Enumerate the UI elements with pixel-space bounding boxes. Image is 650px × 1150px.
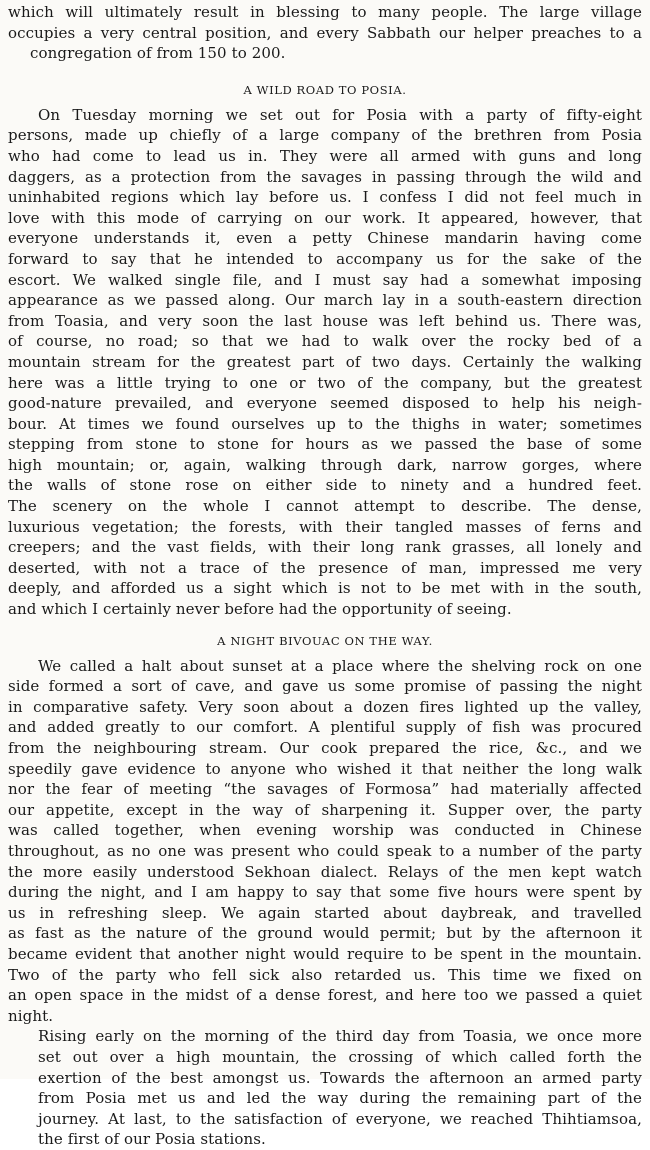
text-line: deeply, and afforded us a sight which is not to be met with in the south, — [8, 579, 642, 598]
text-line: journey. At last, to the satisfaction of everyone, we reached Thihtiamsoa, — [38, 1109, 642, 1128]
text-line: We called a halt about sunset at a place where the shelving rock on one — [38, 656, 642, 675]
text-line: our appetite, except in the way of sharpening it. Supper over, the party — [8, 800, 642, 819]
text-line: mountain stream for the greatest part of two days. Certainly the walking — [8, 352, 642, 371]
text-line: nor the fear of meeting “the savages of Formosa” had materially affected — [8, 780, 642, 799]
text-line: side formed a sort of cave, and gave us some promise of passing the night — [8, 677, 642, 696]
text-line: who had come to lead us in. They were all armed with guns and long — [8, 146, 642, 165]
text-line: speedily gave evidence to anyone who wished it that neither the long walk — [8, 759, 642, 778]
text-line: the first of our Posia stations. — [38, 1130, 266, 1149]
section-heading: A WILD ROAD TO POSIA. — [243, 82, 407, 97]
text-line: deserted, with not a trace of the presence of man, impressed me very — [8, 558, 642, 577]
text-line: The scenery on the whole I cannot attempt to describe. The dense, — [8, 497, 642, 516]
text-line: creepers; and the vast fields, with their long rank grasses, all lonely and — [8, 538, 642, 557]
text-line: Two of the party who fell sick also retarded us. This time we fixed on — [8, 965, 642, 984]
text-line: and which I certainly never before had the opportunity of seeing. — [8, 600, 512, 619]
text-line: luxurious vegetation; the forests, with their tangled masses of ferns and — [8, 517, 642, 536]
text-line: from Toasia, and very soon the last house was left behind us. There was, — [8, 311, 642, 330]
text-line: night. — [8, 1006, 54, 1025]
section-paragraph — [8, 105, 642, 620]
text-line: uninhabited regions which lay before us. I confess I did not feel much in — [8, 188, 642, 207]
text-line: during the night, and I am happy to say that some five hours were spent by — [8, 883, 642, 902]
text-line: of course, no road; so that we had to walk over the rocky bed of a — [8, 332, 642, 351]
text-line: as fast as the nature of the ground would permit; but by the afternoon it — [8, 924, 642, 943]
text-line: occupies a very central position, and every Sabbath our helper preaches to a — [8, 23, 642, 42]
text-line: from Posia met us and led the way during the remaining part of the — [38, 1089, 642, 1108]
text-line: an open space in the midst of a dense forest, and here too we passed a quiet — [8, 986, 642, 1005]
text-line: good-nature prevailed, and everyone seemed disposed to help his neigh- — [8, 394, 642, 413]
text-line: us in refreshing sleep. We again started about daybreak, and travelled — [8, 903, 642, 922]
section-paragraph — [8, 1026, 642, 1150]
text-line: forward to say that he intended to accompany us for the sake of the — [8, 249, 642, 268]
text-line: On Tuesday morning we set out for Posia with a party of fifty-eight — [38, 105, 642, 124]
intro-paragraph — [8, 2, 642, 64]
text-line: set out over a high mountain, the crossing of which called forth the — [38, 1047, 642, 1066]
text-line: congregation of from 150 to 200. — [30, 44, 286, 63]
text-line: bour. At times we found ourselves up to the thighs in water; sometimes — [8, 414, 642, 433]
text-line: love with this mode of carrying on our work. It appeared, however, that — [8, 208, 642, 227]
text-line: the walls of stone rose on either side to ninety and a hundred feet. — [8, 476, 642, 495]
text-line: the more easily understood Sekhoan dialect. Relays of the men kept watch — [8, 862, 642, 881]
text-line: which will ultimately result in blessing to many people. The large village — [8, 3, 642, 21]
text-line: daggers, as a protection from the savages in passing through the wild and — [8, 167, 642, 186]
text-line: Rising early on the morning of the third day from Toasia, we once more — [38, 1027, 642, 1046]
text-line: and added greatly to our comfort. A plentiful supply of fish was procured — [8, 718, 642, 737]
text-line: everyone understands it, even a petty Chinese mandarin having come — [8, 229, 642, 248]
section-paragraph — [8, 656, 642, 1027]
text-line: exertion of the best amongst us. Towards the afternoon an armed party — [38, 1068, 642, 1087]
text-line: escort. We walked single file, and I must say had a somewhat imposing — [8, 270, 642, 289]
section-heading: A NIGHT BIVOUAC ON THE WAY. — [217, 633, 433, 648]
text-line: from the neighbouring stream. Our cook prepared the rice, &c., and we — [8, 739, 642, 757]
text-line: high mountain; or, again, walking through dark, narrow gorges, where — [8, 455, 642, 474]
text-line: throughout, as no one was present who could speak to a number of the party — [8, 841, 642, 860]
text-line: appearance as we passed along. Our march lay in a south-eastern direction — [8, 291, 642, 310]
text-line: in comparative safety. Very soon about a dozen fires lighted up the valley, — [8, 697, 642, 716]
text-line: here was a little trying to one or two of the company, but the greatest — [8, 373, 642, 392]
text-line: became evident that another night would require to be spent in the mountain. — [8, 944, 642, 963]
text-line: persons, made up chiefly of a large company of the brethren from Posia — [8, 126, 642, 145]
text-line: was called together, when evening worship was conducted in Chinese — [8, 821, 642, 840]
text-line: stepping from stone to stone for hours as we passed the base of some — [8, 435, 642, 454]
text-column — [8, 2, 642, 1150]
